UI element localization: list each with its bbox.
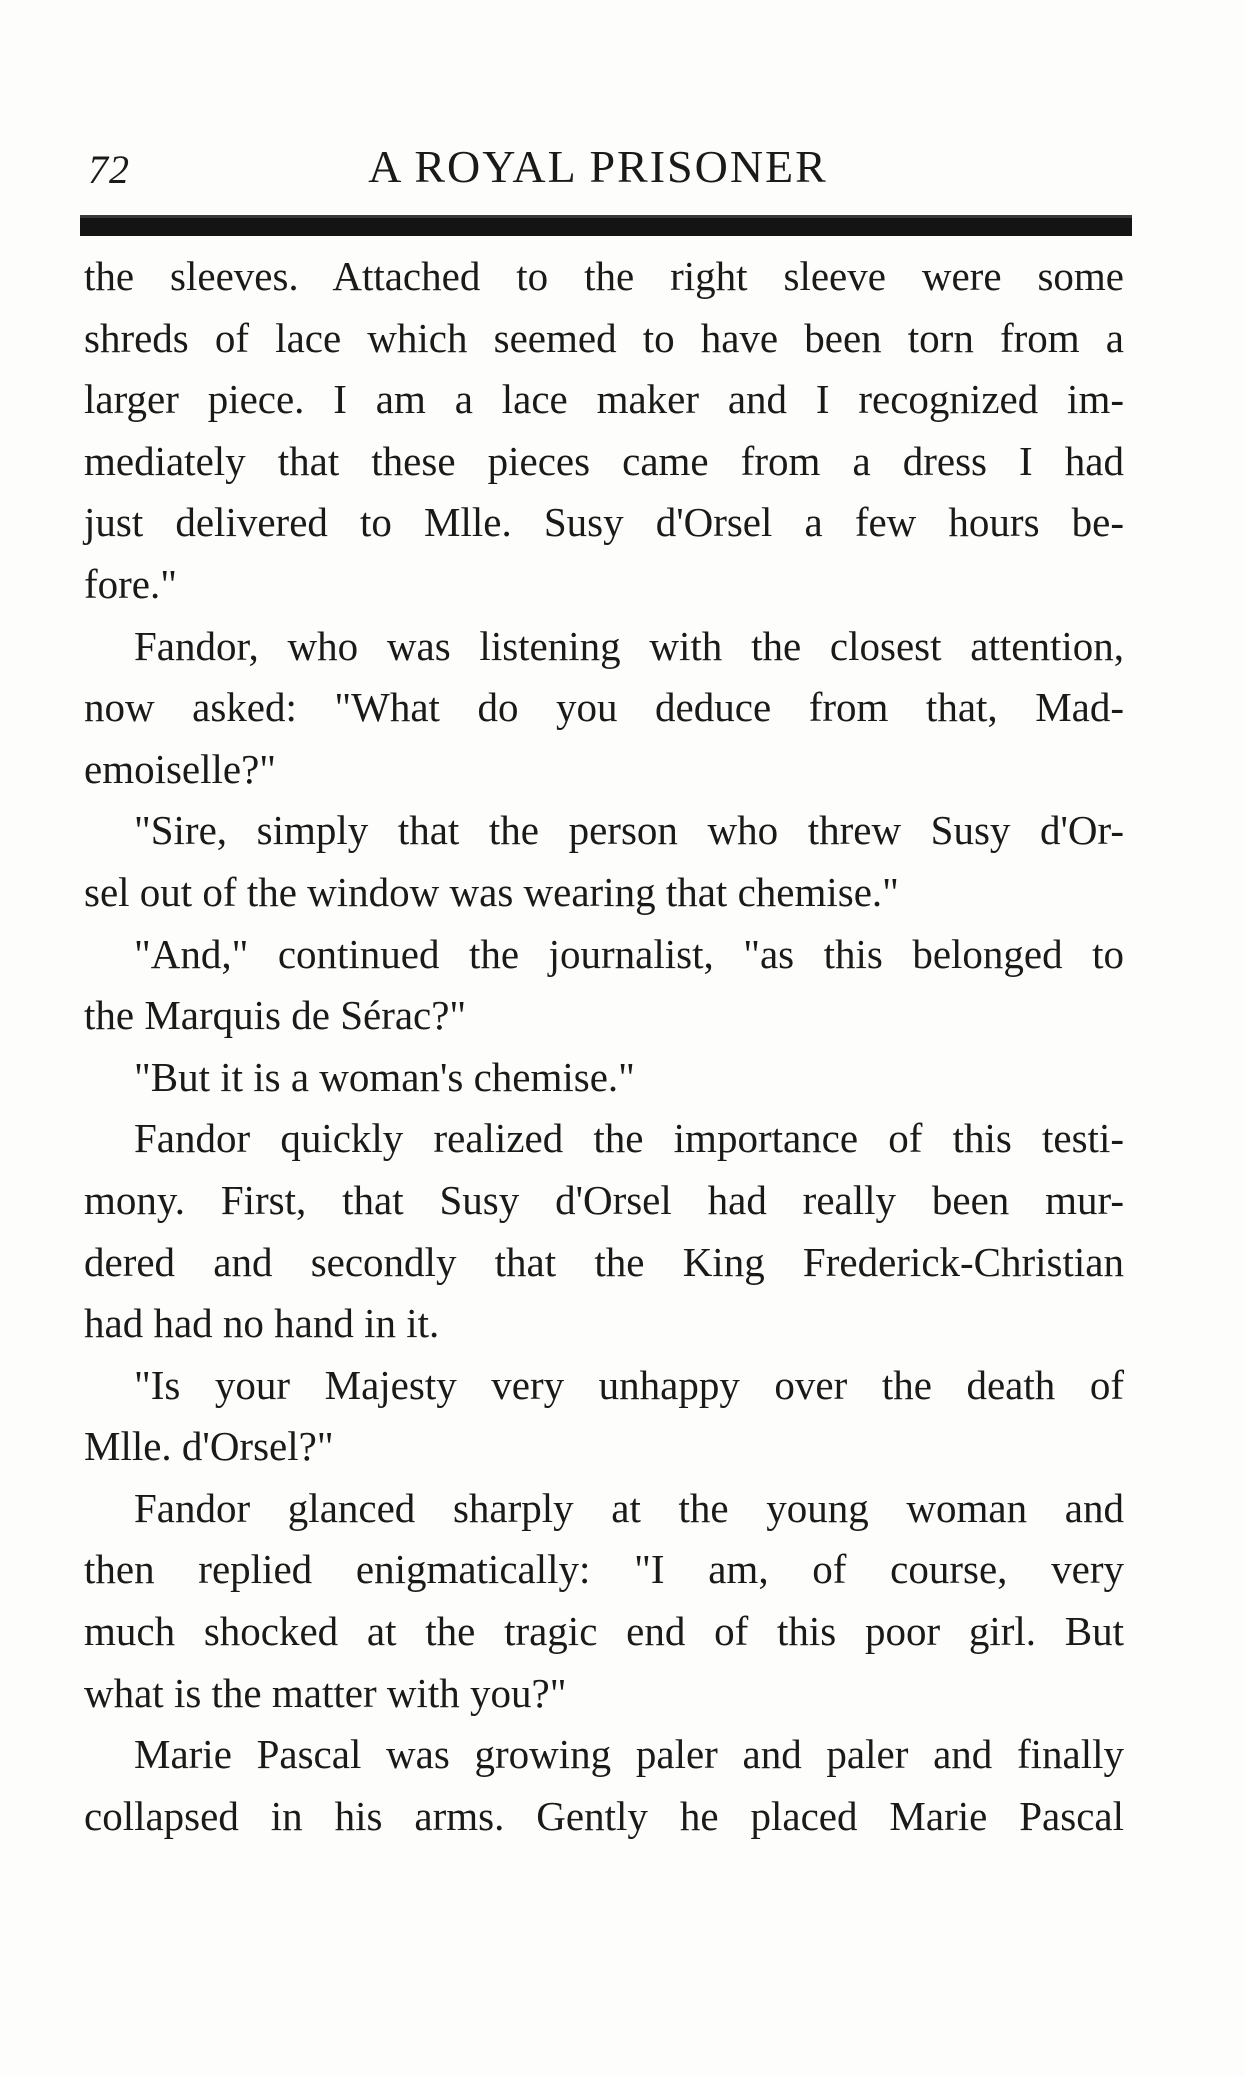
text-line: shreds of lace which seemed to have been torn from a (84, 314, 1124, 361)
text-line: Fandor quickly realized the importance of this testi- (134, 1115, 1124, 1162)
page-number: 72 (88, 147, 130, 192)
text-line: fore." (84, 560, 177, 607)
text-line: just delivered to Mlle. Susy d'Orsel a few hours be- (84, 499, 1124, 546)
text-line: Fandor, who was listening with the closest attention, (134, 622, 1124, 669)
text-line: "Is your Majesty very unhappy over the death of (134, 1361, 1124, 1408)
text-line: now asked: "What do you deduce from that, Mad- (84, 684, 1124, 731)
text-line: "Sire, simply that the person who threw Susy d'Or- (134, 807, 1124, 854)
body-text (84, 246, 1124, 1847)
running-head (88, 140, 1118, 200)
text-line: emoiselle?" (84, 745, 277, 792)
text-line: the Marquis de Sérac?" (84, 992, 467, 1039)
text-line: what is the matter with you?" (84, 1669, 567, 1716)
text-line: "And," continued the journalist, "as this belonged to (134, 930, 1124, 977)
text-line: sel out of the window was wearing that chemise." (84, 868, 899, 915)
text-line: much shocked at the tragic end of this poor girl. But (84, 1608, 1124, 1655)
text-line: collapsed in his arms. Gently he placed Marie Pascal (84, 1792, 1124, 1839)
text-line: larger piece. I am a lace maker and I recognized im- (84, 376, 1124, 423)
header-rule (80, 215, 1132, 236)
text-line: Fandor glanced sharply at the young woman and (134, 1484, 1124, 1531)
text-line: had had no hand in it. (84, 1300, 440, 1347)
text-line: "But it is a woman's chemise." (134, 1053, 635, 1100)
running-title: A ROYAL PRISONER (368, 141, 828, 192)
text-line: dered and secondly that the King Frederick-Christian (84, 1238, 1124, 1285)
text-line: Marie Pascal was growing paler and paler and finally (134, 1731, 1124, 1778)
text-line: Mlle. d'Orsel?" (84, 1423, 334, 1470)
text-line: the sleeves. Attached to the right sleeve were some (84, 253, 1124, 299)
text-line: then replied enigmatically: "I am, of course, very (84, 1546, 1124, 1593)
text-line: mediately that these pieces came from a dress I had (84, 437, 1124, 484)
text-line: mony. First, that Susy d'Orsel had really been mur- (84, 1176, 1124, 1223)
